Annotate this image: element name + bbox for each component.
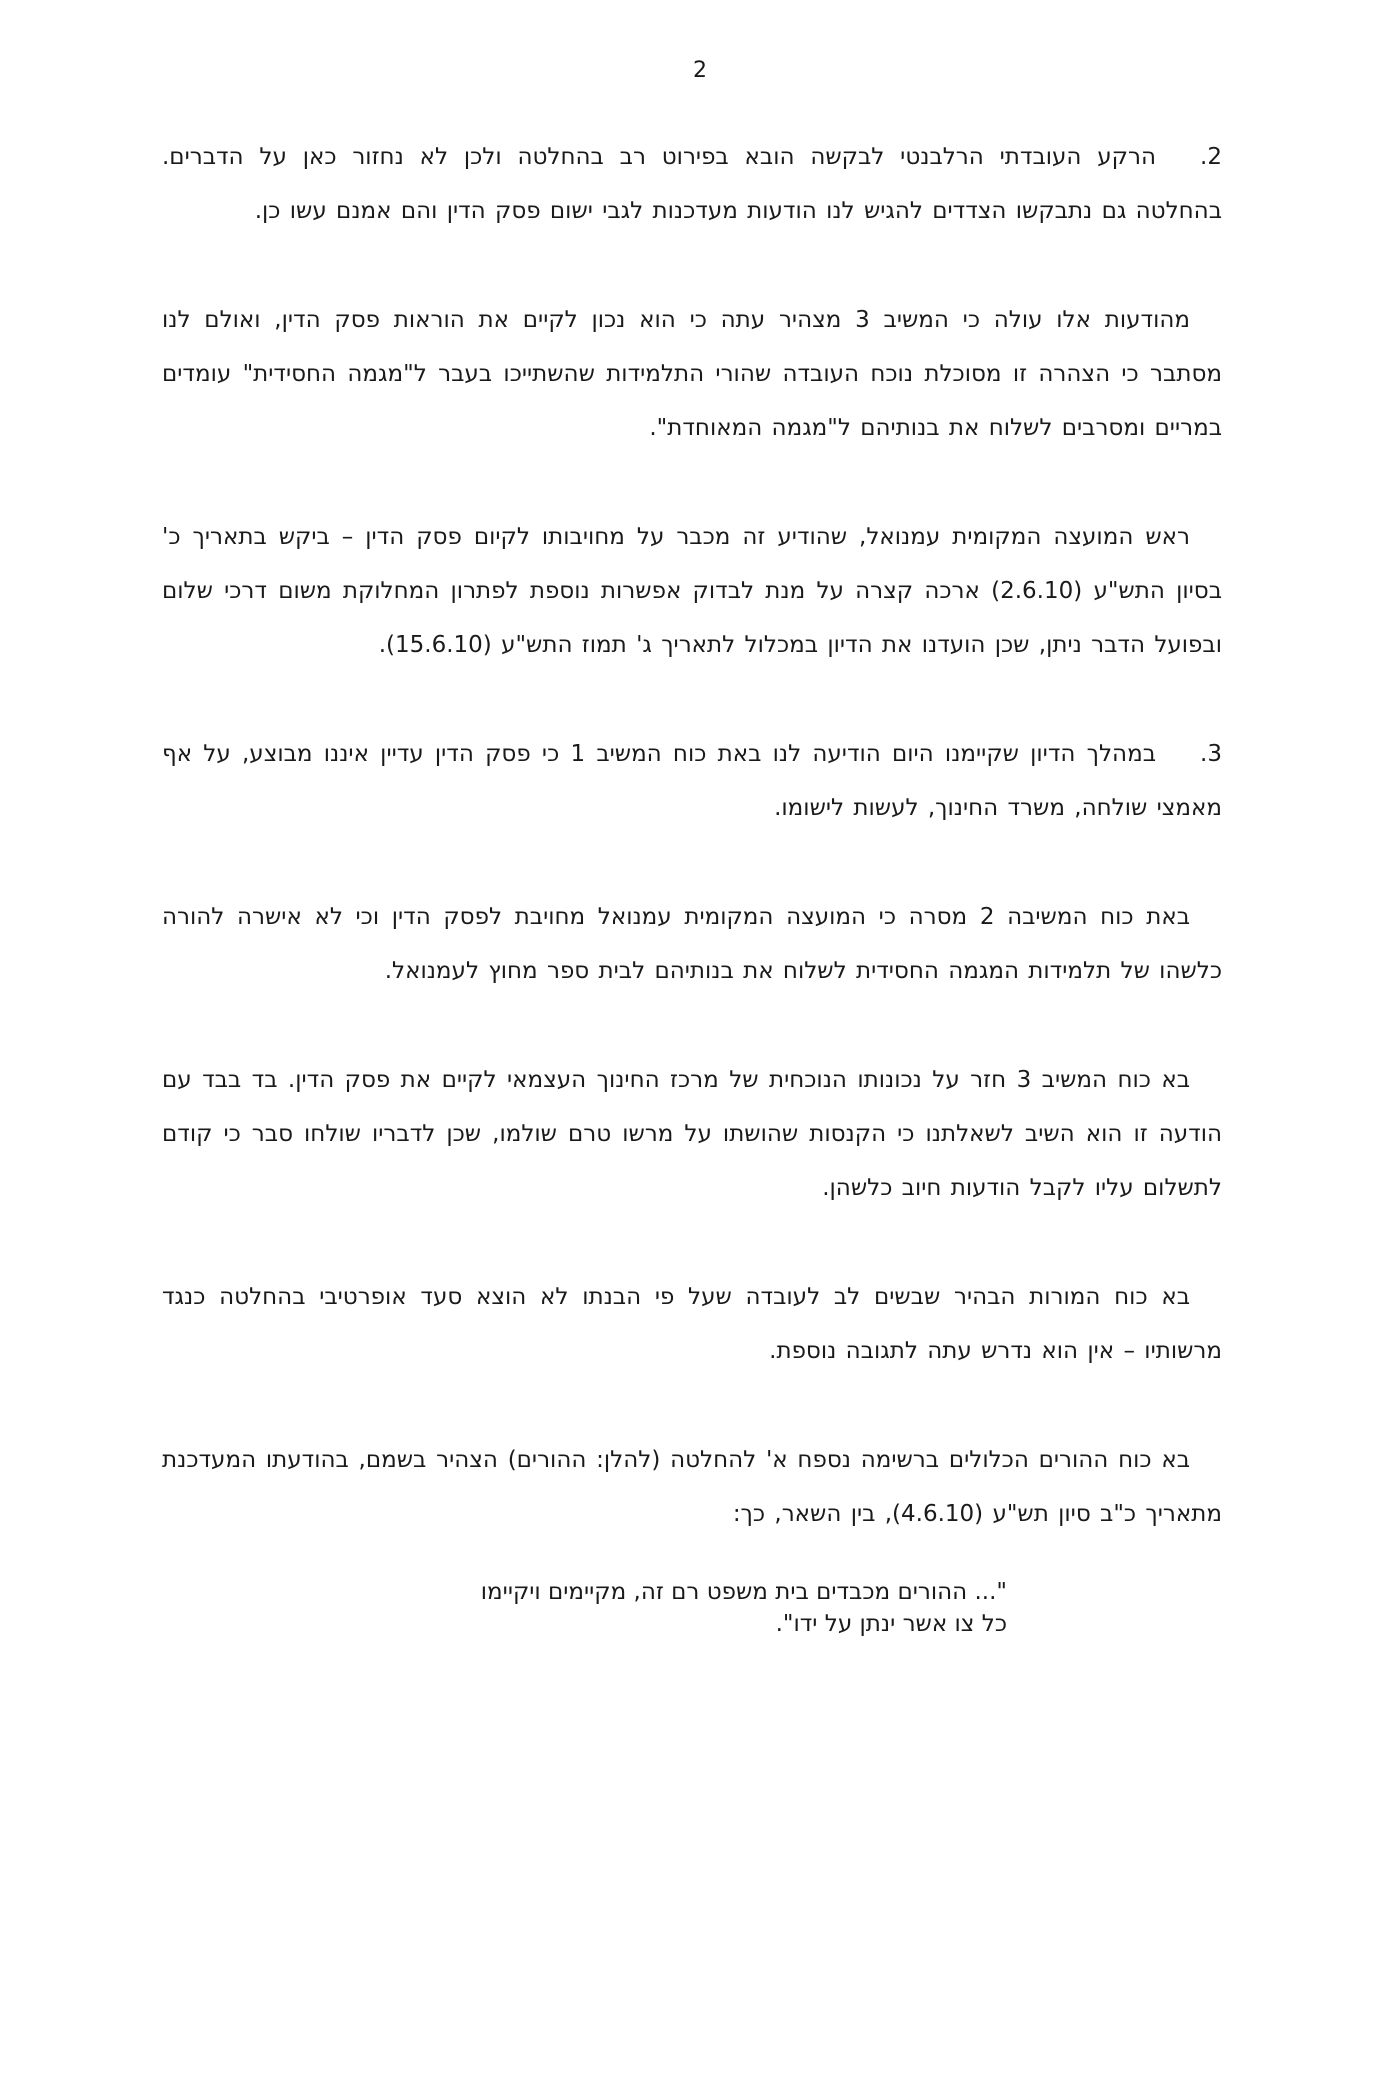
- section-number: 2.: [1200, 144, 1222, 170]
- paragraph-text: הרקע העובדתי הרלבנטי לבקשה הובא בפירוט רב בהחלטה ולכן לא נחזור כאן על הדברים. בהחלטה גם נתבקשו הצדדים להגיש לנו הודעות מעדכנות לגבי ישום פסק הדין והם אמנם עשו כן.: [162, 144, 1222, 224]
- paragraph-council-head: ראש המועצה המקומית עמנואל, שהודיע זה מכבר על מחויבותו לקיום פסק הדין – ביקש בתאריך כ' בסיון התש"ע (2.6.10) ארכה קצרה על מנת לבדוק אפשרות נוספת לפתרון המחלוקת משום דרכי שלום ובפועל הדבר ניתן, שכן הועדנו את הדיון במכלול לתאריך ג' תמוז התש"ע (15.6.10).: [162, 524, 1222, 658]
- section-number: 3.: [1200, 741, 1222, 767]
- paragraph-respondent-3-counsel: בא כוח המשיב 3 חזר על נכונותו הנוכחית של מרכז החינוך העצמאי לקיים את פסק הדין. בד בבד עם הודעה זו הוא השיב לשאלתנו כי הקנסות שהושתו על מרשו טרם שולמו, שכן לדבריו שולחו סבר כי קודם לתשלום עליו לקבל הודעות חיוב כלשהן.: [162, 1067, 1222, 1201]
- paragraph-section-3: [162, 727, 1222, 835]
- paragraph-respondent-2-counsel: באת כוח המשיבה 2 מסרה כי המועצה המקומית עמנואל מחויבת לפסק הדין וכי לא אישרה להורה כלשהו של תלמידות המגמה החסידית לשלוח את בנותיהם לבית ספר מחוץ לעמנואל.: [162, 904, 1222, 984]
- page-number: 2: [693, 58, 707, 83]
- block-quote: [362, 1576, 1007, 1640]
- paragraph-text: במהלך הדיון שקיימנו היום הודיעה לנו באת כוח המשיב 1 כי פסק הדין עדיין איננו מבוצע, על אף מאמצי שולחה, משרד החינוך, לעשות לישומו.: [162, 741, 1222, 821]
- quote-line-1: "... ההורים מכבדים בית משפט רם זה, מקיימים ויקיימו: [480, 1579, 1007, 1605]
- paragraph-respondent-3-statement: מהודעות אלו עולה כי המשיב 3 מצהיר עתה כי הוא נכון לקיים את הוראות פסק הדין, ואולם לנו מסתבר כי הצהרה זו מסוכלת נוכח העובדה שהורי התלמידות שהשתייכו בעבר ל"מגמה החסידית" עומדים במריים ומסרבים לשלוח את בנותיהם ל"מגמה המאוחדת".: [162, 307, 1222, 441]
- paragraph-teachers-counsel: בא כוח המורות הבהיר שבשים לב לעובדה שעל פי הבנתו לא הוצא סעד אופרטיבי בהחלטה כנגד מרשותיו – אין הוא נדרש עתה לתגובה נוספת.: [162, 1284, 1222, 1364]
- paragraph-parents-counsel: בא כוח ההורים הכלולים ברשימה נספח א' להחלטה (להלן: ההורים) הצהיר בשמם, בהודעתו המעדכנת מתאריך כ"ב סיון תש"ע (4.6.10), בין השאר, כך:: [162, 1447, 1222, 1527]
- paragraph-section-2: [162, 130, 1222, 238]
- quote-line-2: כל צו אשר ינתן על ידו".: [775, 1611, 1007, 1637]
- document-body: [162, 130, 1222, 1640]
